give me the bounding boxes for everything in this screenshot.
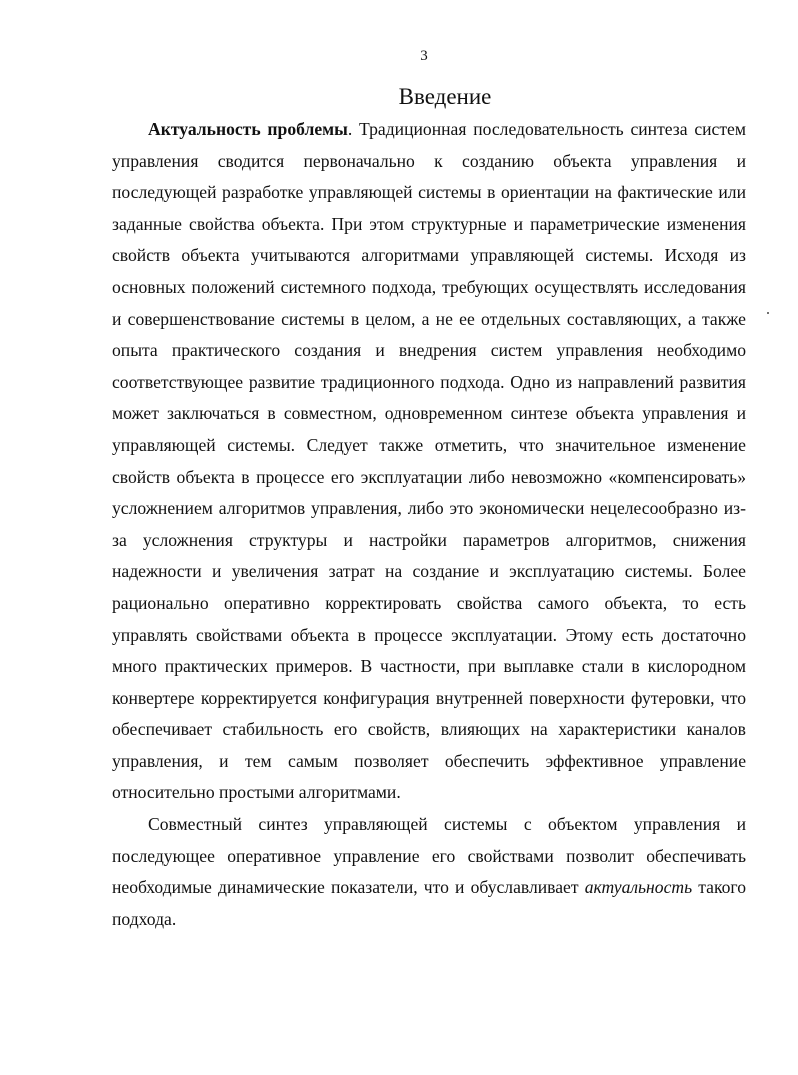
paragraph-text: . Традиционная последовательность синтеза систем управления сводится первоначально к созданию объекта управления и последующей разработке управляющей системы в ориентации на фактические или заданные свойства объекта. При этом структурные и параметрические изменения свойств объекта учитываются алгоритмами управляющей системы. Исходя из основных положений системного подхода, требующих осуществлять исследования и совершенствование системы в целом, а не ее отдельных составляющих, а также опыта практического создания и внедрения систем управления необходимо соответствующее развитие традиционного подхода. Одно из направлений развития может заключаться в совместном, одновременном синтезе объекта управления и управляющей системы. Следует также отметить, что значительное изменение свойств объекта в процессе его эксплуатации либо невозможно «компенсировать» усложнением алгоритмов управления, либо это экономически нецелесообразно из-за усложнения структуры и настройки параметров алгоритмов, снижения надежности и увеличения затрат на создание и эксплуатацию системы. Более рационально оперативно корректировать свойства самого объекта, то есть управлять свойствами объекта в процессе эксплуатации. Этому есть достаточно много практических примеров. В частности, при выплавке стали в кислородном конвертере корректируется конфигурация внутренней поверхности футеровки, что обеспечивает стабильность его свойств, влияющих на характеристики каналов управления, и тем самым позволяет обеспечить эффективное управление относительно простыми алгоритмами. [112, 119, 746, 803]
paragraph-text: Совместный синтез управляющей системы с объектом управления и последующее оперативное управление его свойствами позволит обеспечивать необходимые динамические показатели, что и обуславливает [112, 814, 746, 898]
paragraph-synthesis [112, 809, 746, 935]
page-title: Введение [398, 84, 492, 109]
scan-speck [767, 312, 769, 314]
emphasis-text: актуальность [584, 877, 693, 898]
paragraph-lead: Актуальность проблемы [148, 119, 348, 139]
paragraph-tail: такого подхода. [112, 877, 746, 929]
document-body [112, 114, 746, 935]
paragraph-relevance [112, 114, 746, 809]
page-number: 3 [420, 48, 428, 64]
